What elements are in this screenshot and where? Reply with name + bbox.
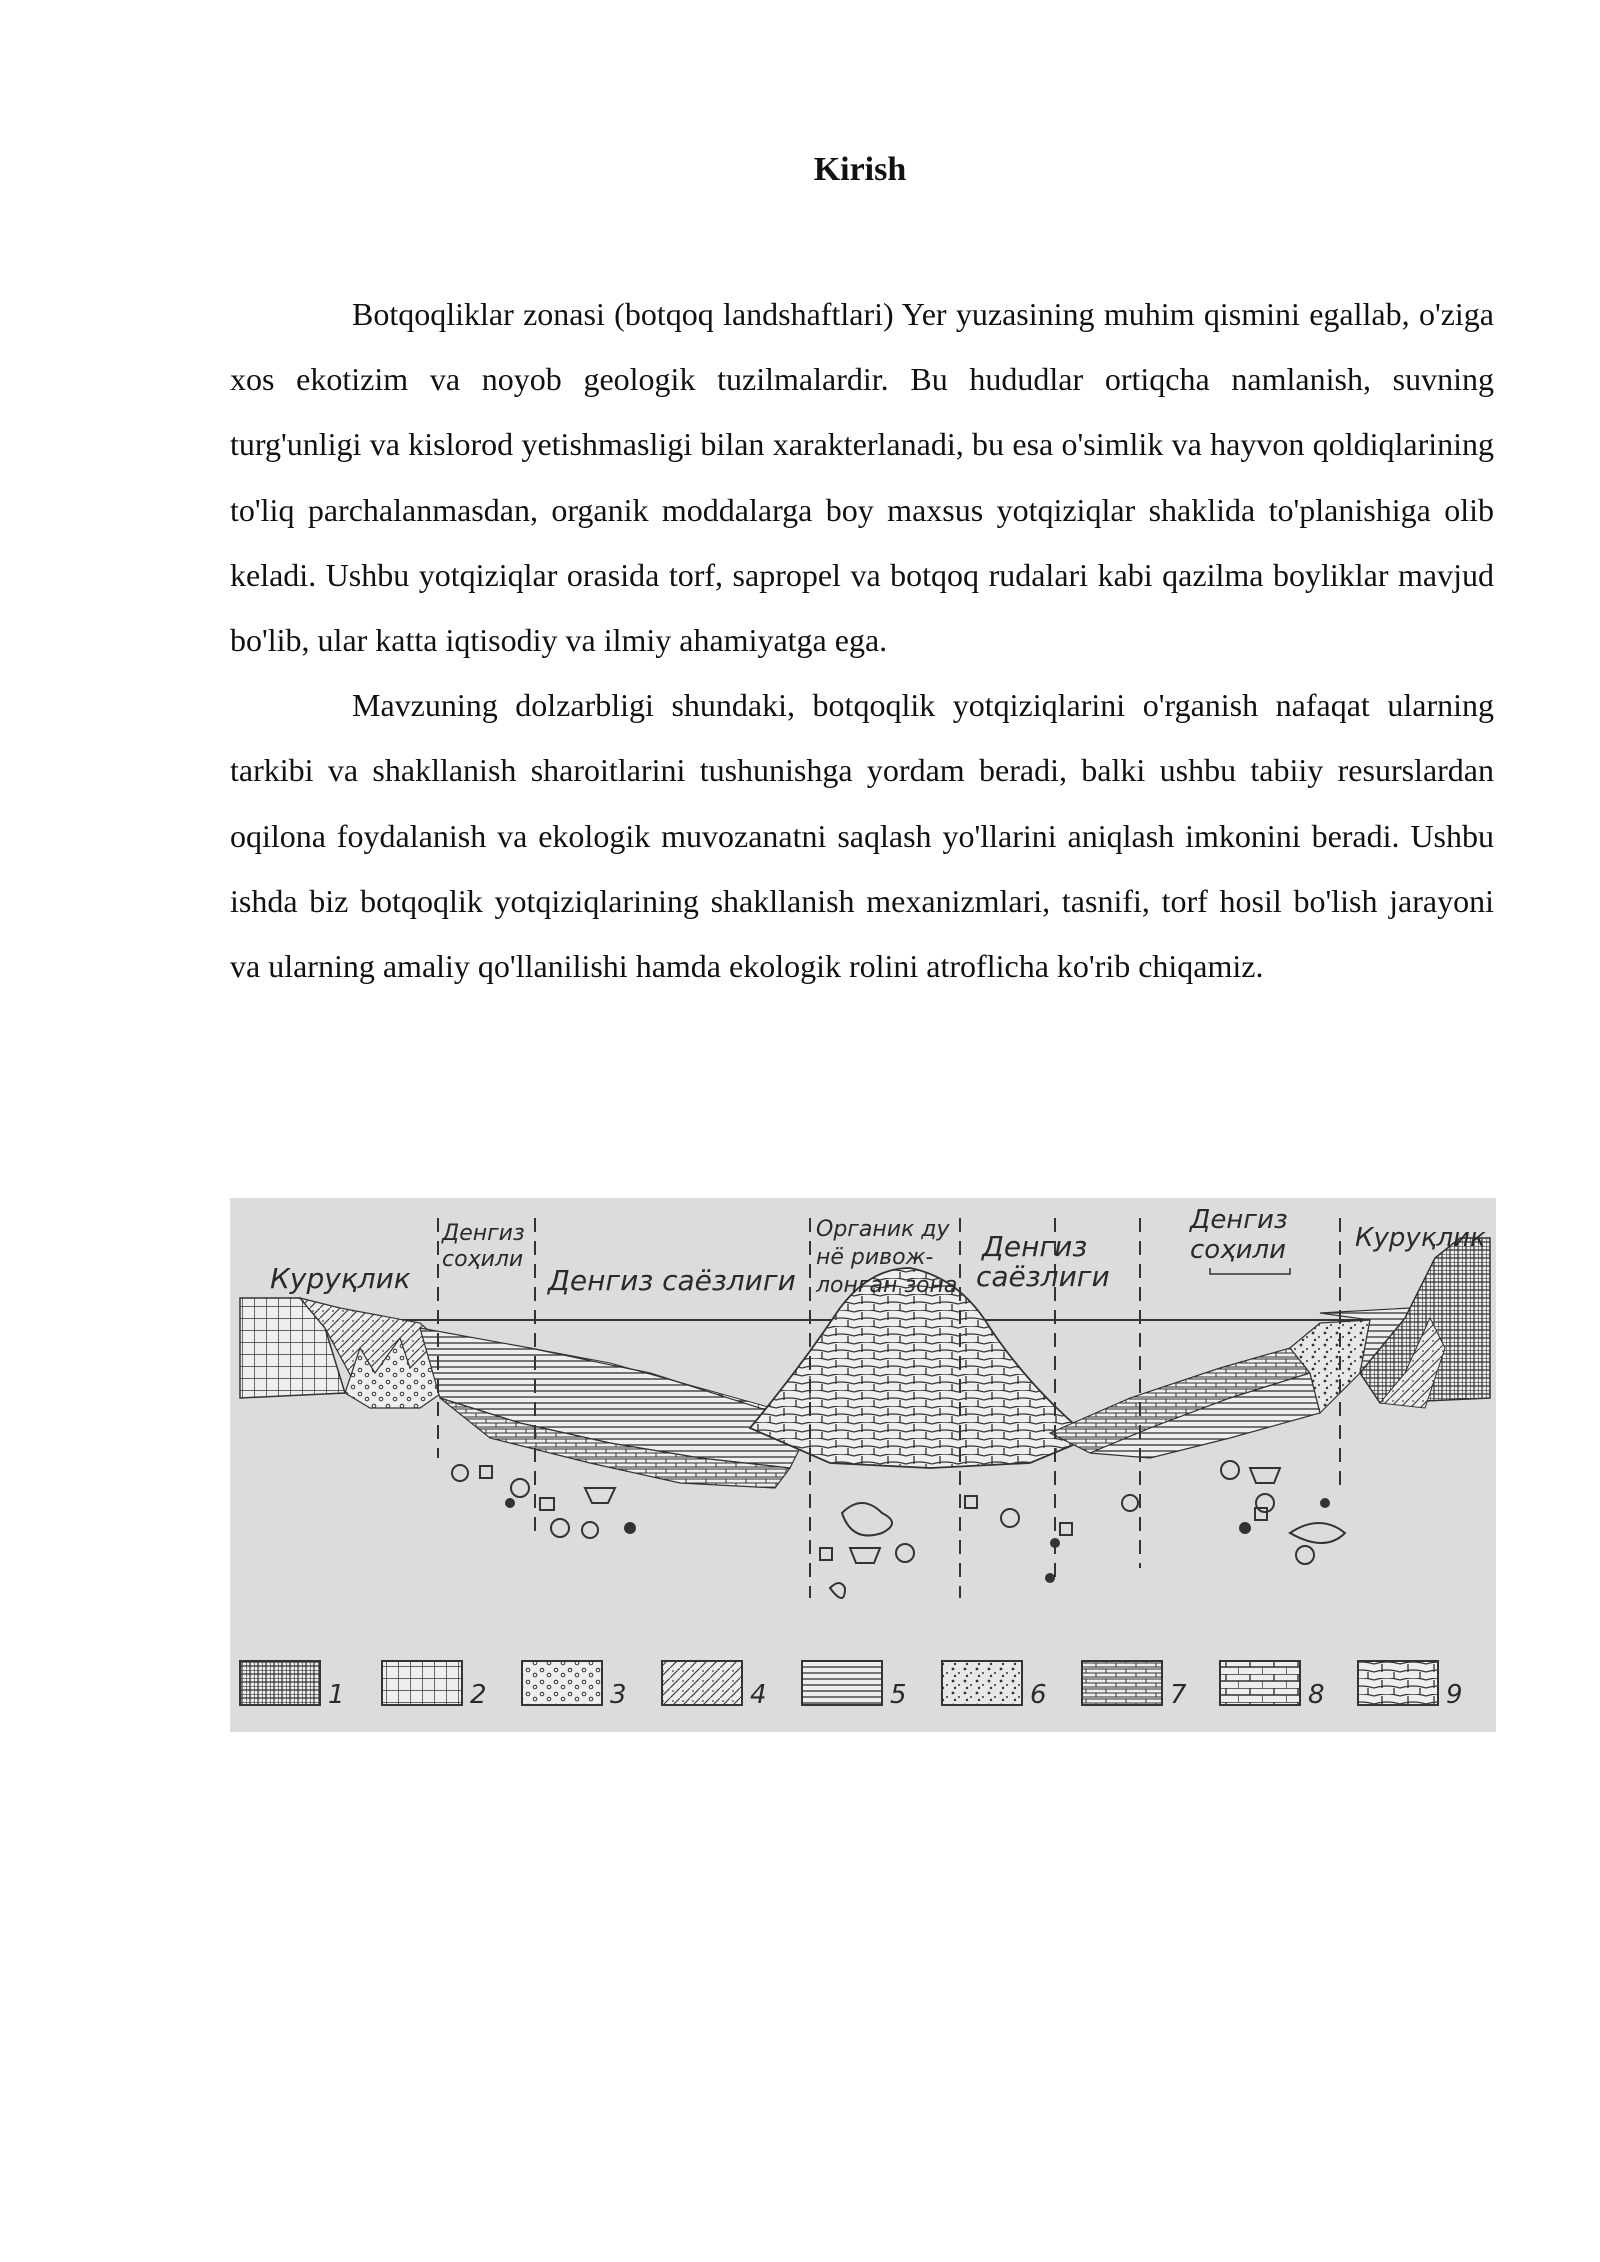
legend-label-3: 3: [610, 1680, 627, 1710]
paragraph-1: Botqoqliklar zonasi (botqoq landshaftlari) Yer yuzasining muhim qismini egallab, o'ziga xos ekotizim va noyob geologik tuzilmalardir. Bu hududlar ortiqcha namlanish, suvning turg'unligi va kislorod yetishmasligi bilan xarakterlanadi, bu esa o'simlik va hayvon qoldiqlarining to'liq parchalanmasdan, organik moddalarga boy maxsus yotqiziqlar shaklida to'planishiga olib keladi. Ushbu yotqiziqlar orasida torf, sapropel va botqoq rudalari kabi qazilma boyliklar mavjud bo'lib, ular katta iqtisodiy va ilmiy ahamiyatga ega.: [230, 296, 1494, 659]
label-shore-right-2: соҳили: [1190, 1235, 1287, 1265]
legend-label-6: 6: [1030, 1680, 1047, 1710]
legend-swatch-7: [1082, 1661, 1162, 1705]
legend-swatch-3: [522, 1661, 602, 1705]
label-shelf-left: Денгиз саёзлиги: [548, 1264, 796, 1297]
paragraph-2: Mavzuning dolzarbligi shundaki, botqoqlik yotqiziqlarini o'rganish nafaqat ularning tarkibi va shakllanish sharoitlarini tushunishga yordam beradi, balki ushbu tabiiy resurslardan oqilona foydalanish va ekologik muvozanatni saqlash yo'llarini aniqlash imkonini beradi. Ushbu ishda biz botqoqlik yotqiziqlarining shakllanish mexanizmlari, tasnifi, torf hosil bo'lish jarayoni va ularning amaliy qo'llanilishi hamda ekologik rolini atroflicha ko'rib chiqamiz.: [230, 687, 1494, 985]
legend-swatch-6: [942, 1661, 1022, 1705]
label-shore-left-1: Денгиз: [442, 1221, 525, 1246]
label-organic-2: нё ривож-: [816, 1245, 934, 1270]
label-organic-3: лонган зона: [816, 1273, 958, 1298]
label-shore-right-1: Денгиз: [1190, 1205, 1288, 1235]
legend-swatch-4: [662, 1661, 742, 1705]
legend-label-5: 5: [890, 1680, 907, 1710]
legend-label-7: 7: [1170, 1680, 1187, 1710]
legend-swatch-8: [1220, 1661, 1300, 1705]
legend-swatch-5: [802, 1661, 882, 1705]
label-shelf-right-2: саёзлиги: [976, 1260, 1110, 1293]
legend-swatch-2: [382, 1661, 462, 1705]
legend-label-2: 2: [470, 1680, 487, 1710]
cross-section-diagram: [230, 1198, 1496, 1732]
legend-label-9: 9: [1446, 1680, 1463, 1710]
geological-cross-section-figure: [230, 1198, 1496, 1732]
figure-legend: [240, 1661, 1463, 1710]
label-land-right: Куруқлик: [1355, 1223, 1486, 1253]
label-organic-1: Органик ду: [816, 1217, 950, 1242]
legend-label-1: 1: [328, 1680, 345, 1710]
label-land-left: Куруқлик: [270, 1262, 411, 1295]
page-title: Kirish: [813, 151, 907, 188]
body-text: [230, 282, 1494, 999]
legend-swatch-9: [1358, 1661, 1438, 1705]
legend-label-8: 8: [1308, 1680, 1325, 1710]
label-shore-left-2: соҳили: [442, 1247, 524, 1272]
legend-label-4: 4: [750, 1680, 767, 1710]
legend-swatch-1: [240, 1661, 320, 1705]
label-shelf-right-1: Денгиз: [982, 1230, 1088, 1263]
